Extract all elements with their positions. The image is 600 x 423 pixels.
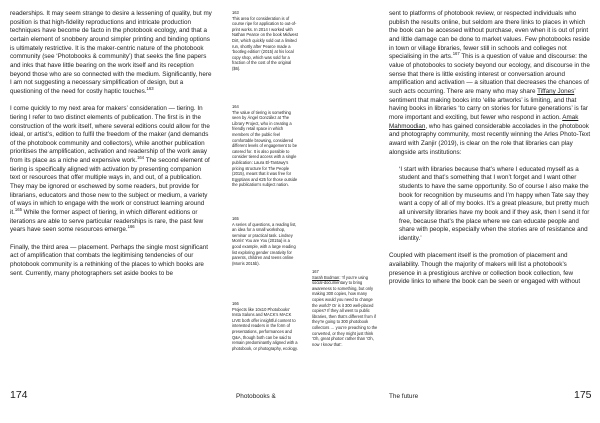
sidenote-number: 167 <box>312 269 319 274</box>
right-page-body <box>389 10 591 287</box>
sidenote-number: 164 <box>232 104 239 109</box>
right-paragraph-1: sent to platforms of photobook review, or respected individuals who publish the results online, but seldom are there links to places in which the book can be accessed without purchase, even when it is out of print and little damage can be done to market values. Few photobooks reside in town or village libraries, fewer still in schools and colleges not specialising in the arts.$^{167}$ This is a question of value and discourse: the value of photobooks to society beyond our ecology, and discourse in the sense that there is little existing interest or conversation around amplification and activation — a situation that decreases the chances of such acts occurring. There are many who may share Tiffany Jones’ sentiment that making books into ‘elite artworks’ is limiting, and that having books in libraries ‘to carry on stories for future generations’ is far more important and exciting, but fewer who respond in action. Amak Mahmoodian, who has gained considerable accolades in the photobook and photography community, most recently winning the Arles Photo-Text award with Zanjir (2019), is clear on the role that libraries can play alongside arts institutions: <box>389 10 591 156</box>
sidenote-number: 166 <box>232 301 239 306</box>
page-number-right: 175 <box>574 389 592 401</box>
sidenote-author-link[interactable]: Sarah Bodman <box>312 274 340 280</box>
block-quote: ‘I start with libraries because that’s where I educated myself as a student and that’s something that I won’t forget and I want other students to have the same opportunity. So of course I also make the book for recognition by museums and I’m happy when Tate say they want a copy of all of my books. It’s a great pleasure, but pretty much all university libraries have my book and if they ask, then I send it for free, because that’s the place where we can educate people and share with people, especially when the stories are of resistance and identity.’ <box>399 165 590 243</box>
sidenote-text: The value of tiering is something seen by Ángel González at The Library Project, who in creating a friendly retail space in which members of the public feel comfortable browsing, considered different levels of engagement to be catered for. It is also possible to consider tiered access with a single publication: Laura El-Tantawy’s pricing structure for The People (2015), meant that it was free for Egyptians and €25 for those outside the publication’s subject nation. <box>232 109 298 188</box>
footnote-ref-163[interactable]: 163 <box>146 85 154 91</box>
left-paragraph-3: Finally, the third area — placement. Perhaps the single most significant act of amplification that combats the legitimising tendencies of our photobook community is a rethinking of the places to which books are sent. Currently, many photographers set aside books to be <box>10 243 208 277</box>
sidenote-167 <box>312 269 378 347</box>
footnote-ref-164[interactable]: 164 <box>137 155 145 161</box>
sidenote-164 <box>232 104 298 188</box>
left-paragraph-2: I come quickly to my next area for makers’ consideration — tiering. In tiering I refer to two distinct elements of publication. The first is in the construction of the work itself, where several editions could allow for the ideal, or artist’s, edition to fulfil the freedom of the maker (and demands of the photobook community and collectors), while another publication prioritises the amplification, activation and readership of the work away from its place as a niche and expensive work.$^{164}$ The second element of tiering is specifically aligned with activation by presenting companion text or resources that offer multiple ways in, and out, of a publication. They may be ignored or eschewed by some readers, but provide for librarians, educators and those new to the subject or medium, a variety of ways in which to engage with the work or construct learning around it.$^{165}$ While the former aspect of tiering, in which different editions or iterations are able to serve particular readerships is rare, the past few years have seen some resources emerge.$^{166}$ <box>10 105 210 234</box>
sidenote-text: A series of questions, a reading list, an idea for a small workshop, seminar or practical task. Lindsey Morris’ You are You (2015a) is a good example, with a large reading list exploring gender creativity for parents, children and teens online (Morris 2015b). <box>232 221 297 266</box>
sidenote-text: Sarah Bodman: ‘If you’re using social-documentary to bring awareness to something, but only making 300 copies, how many copies would you need to change the world? Or is it 300 well-placed copies? If they all went to public libraries, then that’s different from if they’re going to 300 photobook collectors … you’re preaching to the converted, or they might just think ‘Oh, great photos’ rather than ‘Oh, now I know that’. <box>312 274 378 347</box>
sidenote-number: 165 <box>232 216 239 221</box>
left-paragraph-1: readerships. It may seem strange to desire a lessening of quality, but my position is that high-fidelity reproductions and intricate production techniques have become de facto in the photobook ecology, and that a certain element of snobbery around simpler printing and binding options is ultimately restrictive. It is the maker-centric nature of the photobook community (see ‘Photobooks & community’) that seeks the fine papers and inks that have little bearing on the work itself and its reception beyond those who are so connected with the medium. Significantly, here I am not suggesting a necessary simplification of design, but a questioning of the need for costly haptic touches.$^{163}$ <box>10 10 212 95</box>
running-head-left: Photobooks & <box>236 393 276 400</box>
sidenote-165 <box>232 216 298 266</box>
link-amak-mahmoodian[interactable]: Amak Mahmoodian <box>389 113 579 130</box>
page-number-left: 174 <box>10 389 28 401</box>
sidenote-text: Projects like 10x10 Photobooks’ Insta Salons and MACK’s MACK LIVE both offer insightful content to interested readers in the form of presentations, performances and Q&A, though both can be said to remain predominantly aligned with a photobook, or photography, ecology. <box>232 306 298 351</box>
link-tiffany-jones[interactable]: Tiffany Jones <box>537 87 575 95</box>
right-paragraph-3: Coupled with placement itself is the promotion of placement and availability. Though the majority of makers will list a photobook’s presence in a prestigious archive or collection book collection, few provide links to where the book can be seen or engaged with without <box>389 252 581 286</box>
sidenote-text: This area for consideration is of course ripe for application to out-of-print works. In 2014 I worked with Nathan Pearce on the book Midwest Dirt, which quickly sold out a limited run, shortly after Pearce made a ‘bootleg edition’ (2015) at his local copy shop, which was sold for a fraction of the cost of the original ($6). <box>232 15 298 71</box>
sidenote-number: 163 <box>232 10 239 15</box>
footnote-ref-166[interactable]: 166 <box>127 224 135 230</box>
footnote-ref-165[interactable]: 165 <box>14 206 22 212</box>
left-page-body <box>10 10 212 278</box>
footnote-ref-167[interactable]: 167 <box>452 51 460 57</box>
sidenote-166 <box>232 301 298 351</box>
running-head-right: The future <box>389 393 419 400</box>
sidenote-163 <box>232 10 298 72</box>
